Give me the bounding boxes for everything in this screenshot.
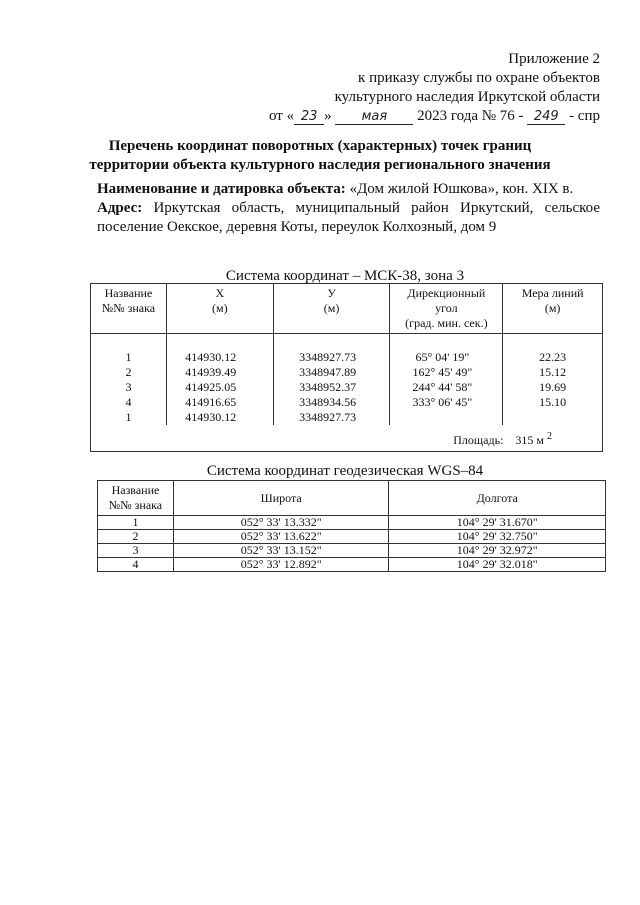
area-row (91, 425, 603, 452)
wgs-coordinates-table (97, 480, 606, 572)
coord-x: 414925.05 (166, 380, 273, 395)
appendix-line1: Приложение 2 (508, 51, 600, 67)
point-number: 3 (91, 380, 167, 395)
longitude: 104° 29' 32.750" (389, 530, 606, 544)
table-row (91, 365, 603, 380)
area-cell (91, 425, 603, 452)
appendix-date-line (269, 107, 600, 126)
point-number: 3 (98, 544, 174, 558)
coord-y: 3348927.73 (273, 410, 390, 425)
msk-spacer-row (91, 334, 603, 351)
wgs-header-row (98, 481, 606, 516)
msk-table-caption: Система координат – МСК-38, зона 3 (225, 268, 465, 284)
msk-coordinates-table (90, 283, 603, 452)
msk-header-y: У (м) (273, 284, 390, 334)
direction-angle: 333° 06' 45" (390, 395, 503, 410)
longitude: 104° 29' 32.972" (389, 544, 606, 558)
coord-y: 3348952.37 (273, 380, 390, 395)
latitude: 052° 33' 12.892" (173, 558, 389, 572)
coord-y: 3348934.56 (273, 395, 390, 410)
document-title (60, 137, 580, 175)
longitude: 104° 29' 31.670" (389, 516, 606, 530)
line-length: 19.69 (503, 380, 603, 395)
longitude: 104° 29' 32.018" (389, 558, 606, 572)
table-row (98, 558, 606, 572)
handwritten-day: 23 (294, 109, 324, 125)
object-address-value: Иркутская область, муниципальный район Иркутский, сельское поселение Оекское, деревня Коты, переулок Колхозный, дом 9 (97, 200, 600, 235)
direction-angle: 65° 04' 19" (390, 350, 503, 365)
coord-x: 414939.49 (166, 365, 273, 380)
date-mid: » (324, 108, 332, 124)
point-number: 1 (98, 516, 174, 530)
date-prefix: от « (269, 108, 295, 124)
title-line2: территории объекта культурного наследия регионального значения (89, 157, 551, 173)
appendix-line3: культурного наследия Иркутской области (334, 89, 600, 105)
order-suffix: - спр (569, 108, 600, 124)
area-unit-superscript: 2 (547, 430, 552, 442)
point-number: 4 (98, 558, 174, 572)
line-length: 15.10 (503, 395, 603, 410)
area-value: 315 м (515, 432, 544, 447)
msk-header-x: Х (м) (166, 284, 273, 334)
point-number: 1 (91, 350, 167, 365)
msk-header-name: Название №№ знака (91, 284, 167, 334)
table-row (98, 544, 606, 558)
table-row (98, 530, 606, 544)
msk-header-length: Мера линий (м) (503, 284, 603, 334)
table-row (91, 380, 603, 395)
msk-header-row (91, 284, 603, 334)
table-row (91, 350, 603, 365)
coord-x: 414916.65 (166, 395, 273, 410)
object-name-label: Наименование и датировка объекта: (97, 181, 346, 197)
object-name-value: «Дом жилой Юшкова», кон. XIX в. (345, 181, 574, 197)
appendix-line2: к приказу службы по охране объектов (358, 70, 600, 86)
object-address-label: Адрес: (97, 200, 143, 216)
coord-x: 414930.12 (166, 350, 273, 365)
wgs-header-lat: Широта (173, 481, 389, 516)
table-row (91, 395, 603, 410)
handwritten-month: мая (335, 109, 413, 125)
coord-y: 3348947.89 (273, 365, 390, 380)
line-length: 22.23 (503, 350, 603, 365)
wgs-header-name: Название №№ знака (98, 481, 174, 516)
point-number: 4 (91, 395, 167, 410)
wgs-table-caption: Система координат геодезическая WGS–84 (206, 463, 484, 479)
direction-angle: 244° 44' 58" (390, 380, 503, 395)
title-line1: Перечень координат поворотных (характерных) точек границ (108, 138, 532, 154)
latitude: 052° 33' 13.622" (173, 530, 389, 544)
handwritten-number: 249 (527, 109, 565, 125)
line-length: 15.12 (503, 365, 603, 380)
table-row (91, 410, 603, 425)
point-number: 2 (98, 530, 174, 544)
line-length (503, 410, 603, 425)
table-row (98, 516, 606, 530)
latitude: 052° 33' 13.332" (173, 516, 389, 530)
latitude: 052° 33' 13.152" (173, 544, 389, 558)
wgs-header-lon: Долгота (389, 481, 606, 516)
direction-angle (390, 410, 503, 425)
area-label: Площадь: (453, 432, 504, 447)
object-address (97, 199, 600, 237)
year-text: 2023 года № 76 - (417, 108, 524, 124)
coord-y: 3348927.73 (273, 350, 390, 365)
appendix-header (269, 50, 600, 126)
point-number: 2 (91, 365, 167, 380)
point-number: 1 (91, 410, 167, 425)
direction-angle: 162° 45' 49" (390, 365, 503, 380)
object-name (97, 180, 607, 199)
coord-x: 414930.12 (166, 410, 273, 425)
msk-header-angle: Дирекционный угол (град. мин. сек.) (390, 284, 503, 334)
